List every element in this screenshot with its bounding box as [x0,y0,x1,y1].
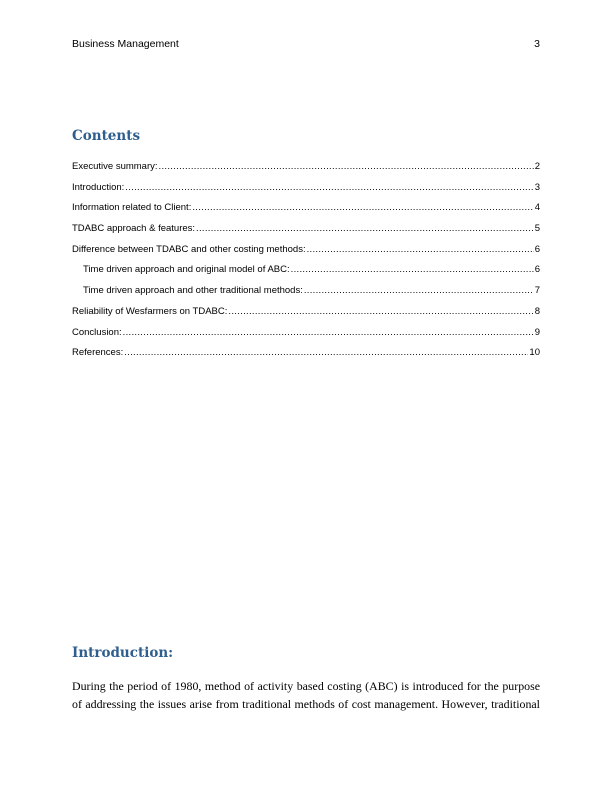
header-title: Business Management [72,38,179,50]
toc-dot-leader [228,305,533,319]
toc-entry-references[interactable] [72,346,540,367]
toc-entry-label: Difference between TDABC and other costing methods: [72,243,306,255]
introduction-paragraph [72,677,540,713]
toc-dot-leader [304,284,534,298]
toc-entry-label: Time driven approach and other traditional methods: [83,285,303,297]
page-header [72,37,540,51]
toc-entry-page: 5 [534,223,540,235]
toc-entry-page: 9 [534,326,540,338]
table-of-contents [72,160,540,367]
toc-entry-page: 3 [534,181,540,193]
toc-dot-leader [192,201,533,215]
toc-entry-label: Reliability of Wesfarmers on TDABC: [72,305,228,317]
toc-entry-label: Executive summary: [72,161,158,172]
toc-entry-page: 8 [534,305,540,317]
toc-entry-page: 10 [529,347,540,359]
header-page-number: 3 [534,38,540,50]
toc-entry-label: Time driven approach and original model of ABC: [83,264,290,276]
toc-entry-page: 7 [534,285,540,297]
toc-dot-leader [125,181,533,195]
toc-entry-client-information[interactable] [72,201,540,222]
toc-dot-leader [307,243,534,257]
toc-entry-tdabc-approach[interactable] [72,222,540,243]
toc-dot-leader [124,346,528,360]
toc-entry-label: Introduction: [72,181,125,193]
toc-entry-executive-summary[interactable] [72,160,540,181]
toc-dot-leader [159,160,534,174]
toc-entry-label: Information related to Client: [72,202,192,214]
toc-dot-leader [196,222,534,236]
toc-entry-page: 6 [534,264,540,276]
toc-entry-page: 2 [534,161,540,172]
introduction-heading: Introduction: [72,645,174,661]
paragraph-line: of addressing the issues arise from traditional methods of cost management. However, traditional [72,697,540,711]
toc-entry-page: 4 [534,202,540,214]
toc-entry-costing-differences[interactable] [72,243,540,264]
toc-entry-wesfarmers-reliability[interactable] [72,305,540,326]
toc-entry-traditional-methods[interactable] [72,284,540,305]
toc-entry-label: Conclusion: [72,326,122,338]
toc-entry-introduction[interactable] [72,181,540,202]
toc-dot-leader [123,326,534,340]
toc-entry-label: References: [72,347,124,359]
paragraph-line: During the period of 1980, method of activity based costing (ABC) is introduced for the purpose [72,679,540,693]
contents-heading: Contents [72,128,141,144]
toc-dot-leader [291,263,534,277]
toc-entry-label: TDABC approach & features: [72,223,196,235]
toc-entry-conclusion[interactable] [72,326,540,347]
toc-entry-page: 6 [534,243,540,255]
toc-entry-original-abc[interactable] [72,263,540,284]
